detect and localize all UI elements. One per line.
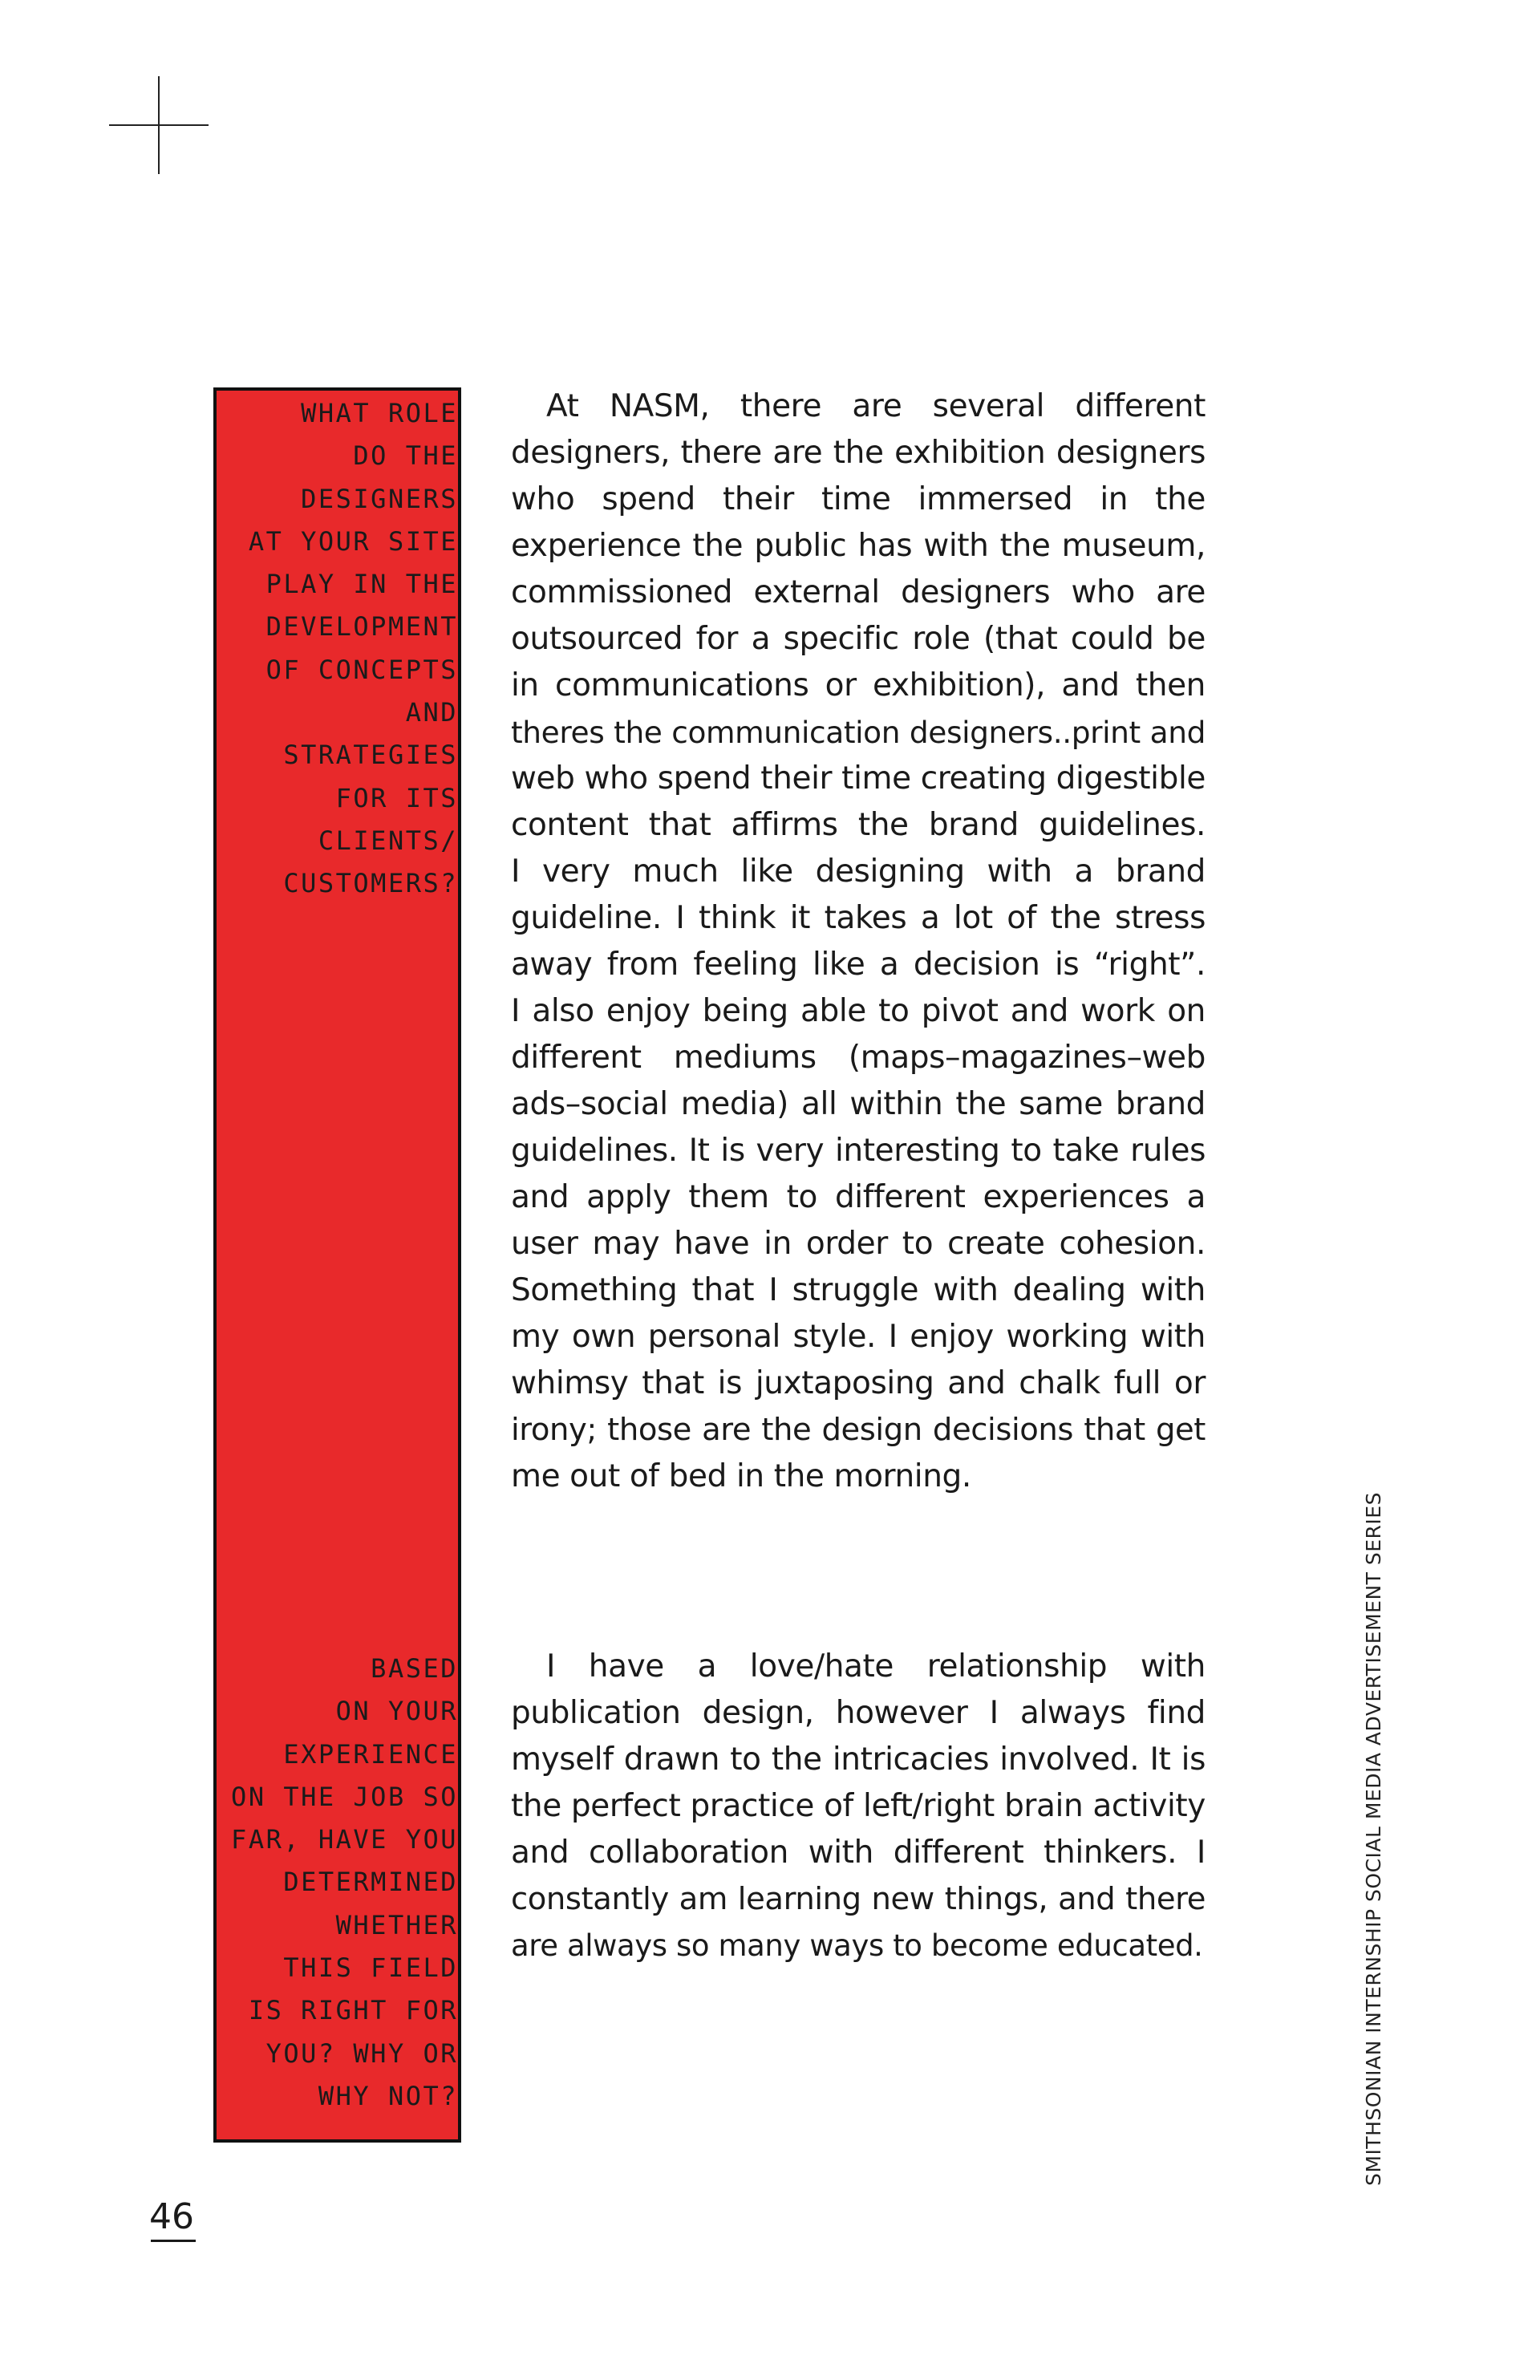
page-number-underline: [151, 2240, 196, 2242]
answer-line: theres the communication designers..print and: [511, 715, 1206, 750]
answer-line: Something that I struggle with dealing with: [511, 1272, 1206, 1308]
answer-line: user may have in order to create cohesion.: [511, 1226, 1206, 1262]
answer-line: me out of bed in the morning.: [511, 1458, 971, 1494]
answer-line: ads–social media) all within the same brand: [511, 1086, 1206, 1122]
answer-line: whimsy that is juxtaposing and chalk full or: [511, 1365, 1206, 1401]
answer-line: and apply them to different experiences a: [511, 1179, 1206, 1215]
answer-line: experience the public has with the museum,: [511, 528, 1206, 564]
answer-line: publication design, however I always find: [511, 1695, 1206, 1731]
question-1: WHAT ROLE DO THE DESIGNERS AT YOUR SITE PLAY IN THE DEVELOPMENT OF CONCEPTS AND STRATEGIES FOR ITS CLIENTS/ CUSTOMERS?: [248, 398, 458, 899]
answer-line: I also enjoy being able to pivot and work on: [511, 993, 1206, 1029]
answer-line: and collaboration with different thinkers. I: [511, 1835, 1206, 1871]
answer-line: commissioned external designers who are: [511, 574, 1206, 610]
answer-line: content that affirms the brand guidelines.: [511, 807, 1206, 843]
answer-line: different mediums (maps–magazines–web: [511, 1040, 1206, 1076]
answer-line: in communications or exhibition), and then: [511, 667, 1206, 703]
answer-line: the perfect practice of left/right brain activity: [511, 1788, 1206, 1824]
running-footer: SMITHSONIAN INTERNSHIP SOCIAL MEDIA ADVERTISEMENT SERIES: [1362, 1492, 1385, 2186]
answer-line: web who spend their time creating digestible: [511, 760, 1206, 797]
answer-line: irony; those are the design decisions that get: [511, 1412, 1206, 1448]
answer-line: guideline. I think it takes a lot of the stress: [511, 900, 1206, 936]
answer-line: guidelines. It is very interesting to take rules: [511, 1133, 1206, 1169]
answer-1: [511, 383, 1206, 1500]
page-number: 46: [149, 2196, 194, 2237]
answer-line: designers, there are the exhibition designers: [511, 435, 1206, 471]
answer-line: I very much like designing with a brand: [511, 853, 1206, 890]
answer-line: away from feeling like a decision is “right”.: [511, 947, 1206, 983]
crop-mark-vertical: [158, 76, 160, 174]
answer-2: [511, 1644, 1206, 1969]
answer-line: myself drawn to the intricacies involved. It is: [511, 1741, 1206, 1778]
answer-line: constantly am learning new things, and there: [511, 1881, 1206, 1917]
question-2: BASED ON YOUR EXPERIENCE ON THE JOB SO FAR, HAVE YOU DETERMINED WHETHER THIS FIELD IS RIGHT FOR YOU? WHY OR WHY NOT?: [231, 1653, 458, 2111]
answer-line: I have a love/hate relationship with: [546, 1648, 1206, 1685]
question-sidebar: [213, 387, 461, 2143]
answer-line: are always so many ways to become educated.: [511, 1928, 1203, 1963]
answer-line: my own personal style. I enjoy working with: [511, 1319, 1206, 1355]
answer-line: outsourced for a specific role (that could be: [511, 621, 1206, 657]
answer-line: who spend their time immersed in the: [511, 481, 1206, 517]
answer-line: At NASM, there are several different: [546, 388, 1206, 424]
